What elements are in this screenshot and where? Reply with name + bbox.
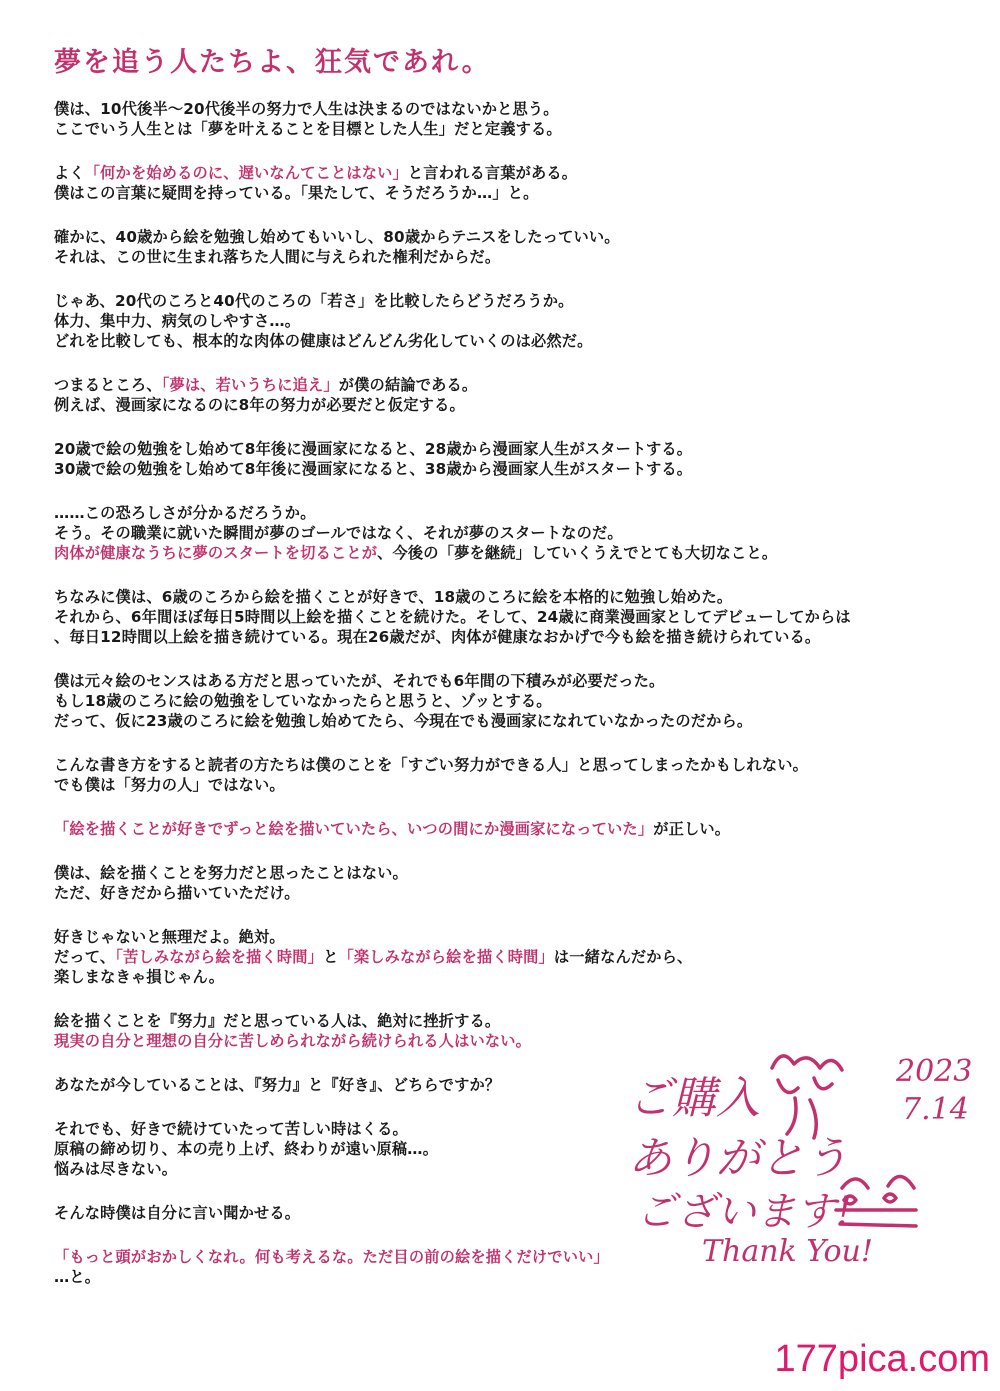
text-segment: それは、この世に生まれ落ちた人間に与えられた権利だからだ。 [54,248,501,266]
text-segment: と言われる言葉がある。 [407,164,578,182]
highlight-text: 「夢は、若いうちに追え」 [161,376,339,394]
text-line [54,1267,100,1287]
text-line [54,627,820,647]
highlight-text: 現実の自分と理想の自分に苦しめられながら続けられる人はいない。 [54,1032,532,1050]
signature-line-2: ありがとう [628,1133,848,1184]
text-line [54,947,692,967]
text-segment: そう。その職業に就いた瞬間が夢のゴールではなく、それが夢のスタートなのだ。 [54,524,623,542]
text-segment: ここでいう人生とは「夢を叶えることを目標とした人生」だと定義する。 [54,120,562,138]
text-segment: 30歳で絵の勉強をし始めて8年後に漫画家になると、38歳から漫画家人生がスタートする。 [54,460,693,478]
text-line [54,1139,438,1159]
text-segment: 僕はこの言葉に疑問を持っている。「果たして、そうだろうか…」と。 [54,184,539,202]
text-segment: は一緒なんだから、 [553,948,693,966]
text-line [54,99,559,119]
text-segment: 体力、集中力、病気のしやすさ…。 [54,312,301,330]
highlight-text: 「もっと頭がおかしくなれ。何も考えるな。ただ目の前の絵を描くだけでいい」 [54,1248,609,1266]
text-segment: もし18歳のころに絵の勉強をしていなかったらと思うと、ゾッとする。 [54,692,552,710]
text-segment: それでも、好きで続けていたって苦しい時はくる。 [54,1120,408,1138]
text-line [54,1159,177,1179]
text-segment: こんな書き方をすると読者の方たちは僕のことを「すごい努力ができる人」と思ってしまったかもしれない。 [54,756,808,774]
text-segment: ちなみに僕は、6歳のころから絵を描くことが好きで、18歳のころに絵を本格的に勉強し始めた。 [54,588,733,606]
text-segment: 好きじゃないと無理だよ。絶対。 [54,928,285,946]
text-segment: だって、 [54,948,116,966]
handwritten-signature [600,1040,980,1290]
text-segment: 原稿の締め切り、本の売り上げ、終わりが遠い原稿…。 [54,1140,439,1158]
text-segment: 僕は元々絵のセンスはある方だと思っていたが、それでも6年間の下積みが必要だった。 [54,672,665,690]
text-segment: 例えば、漫画家になるのに8年の努力が必要だと仮定する。 [54,396,465,414]
signature-line-3: ございます! [636,1189,853,1235]
text-segment: 絵を描くことを『努力』だと思っている人は、絶対に挫折する。 [54,1012,501,1030]
text-segment: でも僕は「努力の人」ではない。 [54,776,285,794]
text-segment: だって、仮に23歳のころに絵を勉強し始めてたら、今現在でも漫画家になれていなかったのだから。 [54,712,753,730]
text-line [54,775,285,795]
highlight-text: 「絵を描くことが好きでずっと絵を描いていたら、いつの間にか漫画家になっていた」 [54,820,654,838]
text-segment: が僕の結論である。 [338,376,478,394]
text-segment: そんな時僕は自分に言い聞かせる。 [54,1204,301,1222]
text-line [54,755,808,775]
text-segment: どれを比較しても、根本的な肉体の健康はどんどん劣化していくのは必然だ。 [54,332,593,350]
text-line [54,311,300,331]
highlight-text: 「何かを始めるのに、遅いなんてことはない」 [84,164,408,182]
text-line [54,439,692,459]
text-line [54,711,752,731]
signature-date: 7.14 [902,1092,969,1127]
text-line [54,883,300,903]
text-segment: あなたが今していることは、『努力』と『好き』、どちらですか？ [54,1076,501,1094]
text-line [54,1075,500,1095]
text-segment: 楽しまなきゃ損じゃん。 [54,968,225,986]
text-line [54,1011,500,1031]
signature-year: 2023 [896,1054,973,1089]
highlight-text: 「楽しみながら絵を描く時間」 [338,948,554,966]
text-segment: 確かに、40歳から絵を勉強し始めてもいいし、80歳からテニスをしたっていい。 [54,228,620,246]
text-segment: 悩みは尽きない。 [54,1160,178,1178]
text-segment: ただ、好きだから描いていただけ。 [54,884,300,902]
text-line [54,331,593,351]
highlight-text: 「苦しみながら絵を描く時間」 [115,948,324,966]
text-segment: 、今後の「夢を継続」していくうえでとても大切なこと。 [377,544,778,562]
text-segment: よく [54,164,85,182]
text-segment: ……この恐ろしさが分かるだろうか。 [54,504,316,522]
text-line [54,819,730,839]
text-segment: つまるところ、 [54,376,162,394]
signature-line-1: ご購入 [628,1073,760,1124]
text-segment: じゃあ、20代のころと40代のころの「若さ」を比較したらどうだろうか。 [54,292,574,310]
text-line [54,183,539,203]
text-line [54,1031,531,1051]
text-line [54,247,500,267]
text-line [54,691,552,711]
site-watermark: 177pica.com [774,1338,990,1380]
text-segment: 20歳で絵の勉強をし始めて8年後に漫画家になると、28歳から漫画家人生がスタートする。 [54,440,693,458]
text-line [54,163,577,183]
text-line [54,227,620,247]
text-line [54,375,477,395]
text-line [54,291,573,311]
text-line [54,119,562,139]
text-segment: 、毎日12時間以上絵を描き続けている。現在26歳だが、肉体が健康なおかげで今も絵を描き続けられている。 [54,628,821,646]
text-line [54,1247,609,1267]
highlight-text: 肉体が健康なうちに夢のスタートを切ることが [54,544,378,562]
text-segment: 僕は、10代後半〜20代後半の努力で人生は決まるのではないかと思う。 [54,100,559,118]
text-line [54,671,664,691]
text-line [54,927,285,947]
text-line [54,967,224,987]
text-segment: …と。 [54,1268,101,1286]
text-line [54,1119,408,1139]
page-title: 夢を追う人たちよ、狂気であれ。 [54,47,491,78]
text-segment: 僕は、絵を描くことを努力だと思ったことはない。 [54,864,408,882]
text-line [54,607,851,627]
signature-thank-you: Thank You! [702,1234,873,1269]
text-line [54,1203,300,1223]
text-line [54,587,732,607]
text-line [54,863,408,883]
text-line [54,503,316,523]
text-segment: と [323,948,339,966]
text-line [54,459,692,479]
text-line [54,395,465,415]
text-segment: が正しい。 [653,820,731,838]
text-segment: それから、6年間ほぼ毎日5時間以上絵を描くことを続けた。そして、24歳に商業漫画家としてデビューしてからは [54,608,851,626]
text-line [54,543,777,563]
text-line [54,523,623,543]
